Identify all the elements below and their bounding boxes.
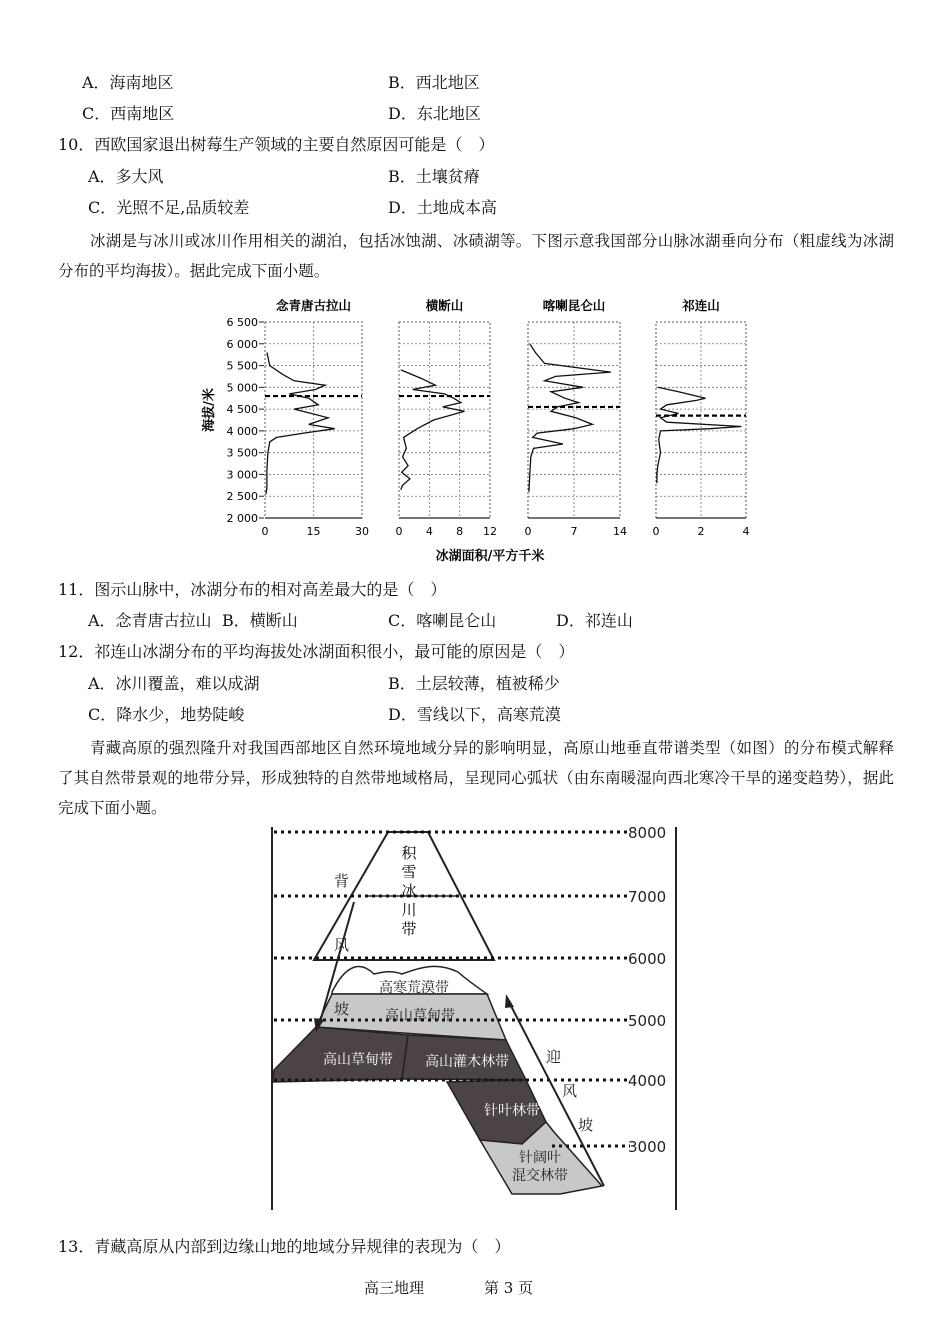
panel-frame	[399, 322, 490, 518]
x-tick-label: 8	[456, 525, 464, 538]
altitude-label: 6000	[628, 950, 667, 968]
q10-option-b: B．土壤贫瘠	[388, 167, 480, 186]
x-tick-label: 0	[261, 525, 269, 538]
vertical-zonation-diagram	[262, 822, 692, 1214]
q11-option-c: C．喀喇昆仑山	[388, 611, 497, 630]
y-axis-label: 海拔/米	[202, 388, 217, 432]
windward-arrow-head	[505, 994, 514, 1008]
snow-zone-label: 积雪冰川带	[401, 844, 417, 938]
y-tick-label: 5 000	[226, 381, 258, 395]
y-tick-label: 2 000	[226, 512, 258, 525]
shrub-zone-label: 高山灌木林带	[425, 1054, 509, 1070]
q11-option-b: B．横断山	[222, 611, 298, 630]
x-tick-label: 15	[306, 525, 321, 538]
y-tick-label: 5 500	[226, 359, 258, 373]
q12-option-d: D．雪线以下，高寒荒漠	[388, 705, 561, 724]
y-tick-label: 4 000	[226, 424, 258, 438]
altitude-label: 7000	[628, 888, 667, 906]
q12-stem: 12．祁连山冰湖分布的平均海拔处冰湖面积很小，最可能的原因是（ ）	[58, 642, 575, 661]
passage-glacial-lakes: 冰湖是与冰川或冰川作用相关的湖泊，包括冰蚀湖、冰碛湖等。下图示意我国部分山脉冰湖垂向分布（粗虚线为冰湖分布的平均海拔）。据此完成下面小题。	[58, 232, 894, 280]
y-tick-label: 3 000	[226, 468, 258, 482]
footer-page: 第 3 页	[484, 1279, 534, 1297]
x-tick-label: 4	[742, 525, 750, 538]
conifer-zone-label: 针叶林带	[484, 1103, 540, 1119]
x-tick-label: 2	[697, 525, 705, 538]
mixed-forest-label-line1: 针阔叶	[519, 1150, 561, 1166]
panel-title: 念青唐古拉山	[275, 298, 352, 313]
x-tick-label: 0	[395, 525, 403, 538]
x-tick-label: 30	[355, 525, 369, 538]
lake-profile-line	[529, 344, 611, 492]
q12-option-c: C．降水少，地势陡峻	[88, 705, 245, 724]
lower-meadow-label: 高山草甸带	[323, 1052, 393, 1068]
y-tick-label: 2 500	[226, 490, 258, 504]
q11-option-a: A．念青唐古拉山	[88, 611, 212, 630]
lake-profile-line	[266, 353, 335, 495]
q10-stem: 10．西欧国家退出树莓生产领域的主要自然原因可能是（ ）	[58, 135, 495, 154]
q9-option-c: C．西南地区	[82, 104, 175, 123]
q10-option-a: A．多大风	[88, 167, 164, 186]
q13-stem: 13．青藏高原从内部到边缘山地的地域分异规律的表现为（ ）	[58, 1237, 511, 1256]
glacial-lake-chart	[200, 292, 770, 568]
q10-option-d: D．土地成本高	[388, 198, 497, 217]
lake-profile-line	[657, 387, 742, 483]
q9-option-b: B．西北地区	[388, 73, 480, 92]
panel-title: 横断山	[425, 298, 464, 313]
x-tick-label: 7	[570, 525, 578, 538]
altitude-label: 8000	[628, 824, 667, 842]
desert-zone-label: 高寒荒漠带	[379, 980, 449, 996]
q11-option-d: D．祁连山	[556, 611, 633, 630]
q11-stem: 11．图示山脉中，冰湖分布的相对高差最大的是（ ）	[58, 580, 447, 599]
x-tick-label: 12	[483, 525, 497, 538]
windward-slope-label: 迎风坡	[546, 1048, 594, 1134]
x-tick-label: 0	[652, 525, 660, 538]
mixed-forest-label-line2: 混交林带	[512, 1168, 568, 1184]
passage-plateau: 青藏高原的强烈隆升对我国西部地区自然环境地域分异的影响明显，高原山地垂直带谱类型（如图）的分布模式解释了其自然带景观的地带分异，形成独特的自然带地域格局，呈现同心弧状（由东南暖湿向西北寒冷干旱的递变趋势），据此完成下面小题。	[58, 739, 894, 817]
y-tick-label: 6 500	[226, 316, 258, 329]
altitude-label: 4000	[628, 1072, 667, 1090]
chart-panel	[525, 298, 628, 538]
x-tick-label: 14	[613, 525, 627, 538]
chart-panel	[396, 298, 498, 538]
q12-option-a: A．冰川覆盖，难以成湖	[88, 674, 260, 693]
upper-meadow-label: 高山草甸带	[385, 1008, 455, 1024]
q12-option-b: B．土层较薄，植被稀少	[388, 674, 560, 693]
y-tick-label: 4 500	[226, 403, 258, 417]
q9-option-a: A．海南地区	[82, 73, 174, 92]
chart-panel	[262, 298, 370, 538]
footer-subject: 高三地理	[364, 1279, 425, 1297]
x-axis-label: 冰湖面积/平方千米	[435, 549, 545, 564]
x-tick-label: 4	[425, 525, 433, 538]
leeward-slope-label: 背风坡	[334, 872, 350, 1018]
lake-profile-line	[401, 370, 465, 490]
x-tick-label: 0	[524, 525, 532, 538]
y-tick-label: 6 000	[226, 337, 258, 351]
chart-panel	[653, 298, 750, 538]
altitude-label: 5000	[628, 1012, 667, 1030]
altitude-label: 3000	[628, 1138, 667, 1156]
q10-option-c: C．光照不足,品质较差	[88, 198, 250, 217]
q9-option-d: D．东北地区	[388, 104, 481, 123]
panel-title: 喀喇昆仑山	[542, 298, 606, 313]
panel-title: 祁连山	[682, 298, 720, 313]
y-tick-label: 3 500	[226, 446, 258, 460]
